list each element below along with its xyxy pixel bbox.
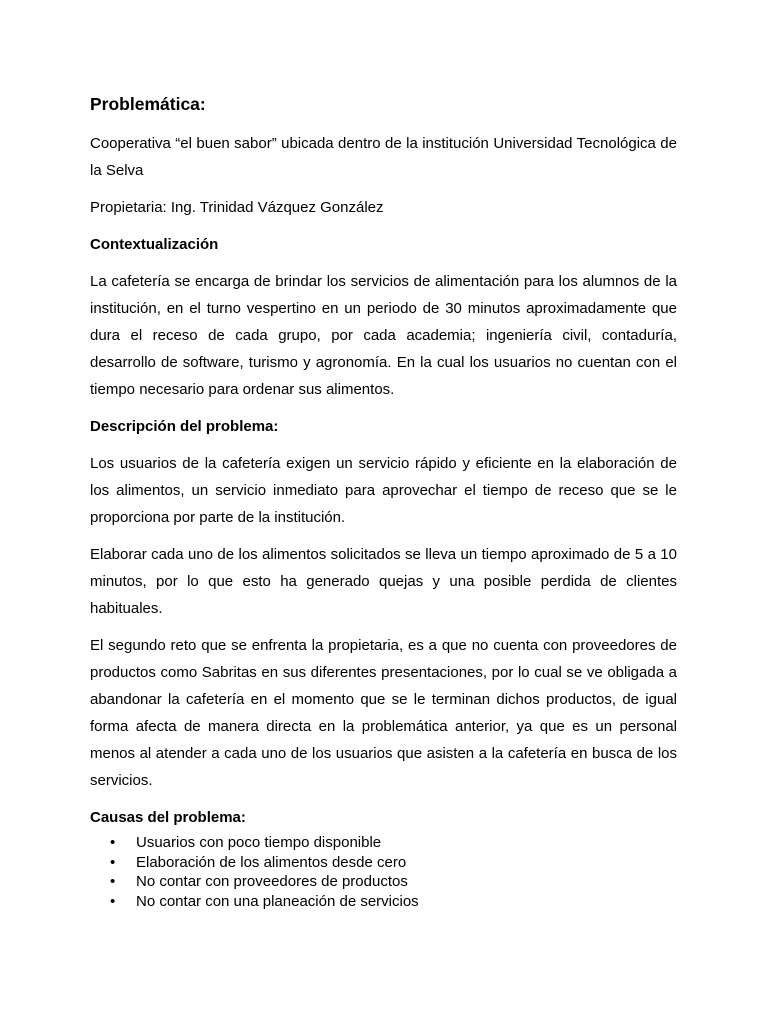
bullet-icon: • [110, 892, 116, 910]
causes-heading: Causas del problema: [90, 809, 246, 826]
bullet-icon: • [110, 853, 116, 871]
bullet-icon: • [110, 873, 116, 890]
cooperative-paragraph: Cooperativa “el buen sabor” ubicada dentro de la institución Universidad Tecnológica de la Selva [90, 135, 677, 179]
owner-paragraph: Propietaria: Ing. Trinidad Vázquez González [90, 199, 384, 216]
document-body [90, 92, 677, 911]
cause-text: No contar con una planeación de servicios [136, 892, 419, 910]
bullet-icon: • [110, 834, 116, 851]
problem-paragraph-1: Los usuarios de la cafetería exigen un servicio rápido y eficiente en la elaboración de los alimentos, un servicio inmediato para aprovechar el tiempo de receso que se le proporciona por parte de la institución. [90, 455, 677, 526]
document-title: Problemática: [90, 94, 206, 114]
list-item [90, 892, 677, 912]
list-item [90, 853, 677, 873]
context-heading: Contextualización [90, 236, 219, 253]
problem-paragraph-2: Elaborar cada uno de los alimentos solicitados se lleva un tiempo aproximado de 5 a 10 minutos, por lo que esto ha generado quejas y una posible perdida de clientes habituales. [90, 546, 677, 617]
causes-list [90, 833, 677, 911]
problem-heading: Descripción del problema: [90, 418, 279, 435]
cause-text: Usuarios con poco tiempo disponible [136, 834, 382, 851]
cause-text: Elaboración de los alimentos desde cero [136, 853, 407, 871]
list-item [90, 833, 677, 853]
cause-text: No contar con proveedores de productos [136, 873, 408, 890]
problem-paragraph-3: El segundo reto que se enfrenta la propietaria, es a que no cuenta con proveedores de productos como Sabritas en sus diferentes presentaciones, por lo cual se ve obligada a abandonar la cafetería en el momento que se le terminan dichos productos, de igual forma afecta de manera directa en la problemática anterior, ya que es un personal menos al atender a cada uno de los usuarios que asisten a la cafetería en busca de los servicios. [90, 637, 677, 789]
context-paragraph: La cafetería se encarga de brindar los servicios de alimentación para los alumnos de la institución, en el turno vespertino en un periodo de 30 minutos aproximadamente que dura el receso de cada grupo, por cada academia; ingeniería civil, contaduría, desarrollo de software, turismo y agronomía. En la cual los usuarios no cuentan con el tiempo necesario para ordenar sus alimentos. [90, 273, 677, 398]
list-item [90, 872, 677, 892]
